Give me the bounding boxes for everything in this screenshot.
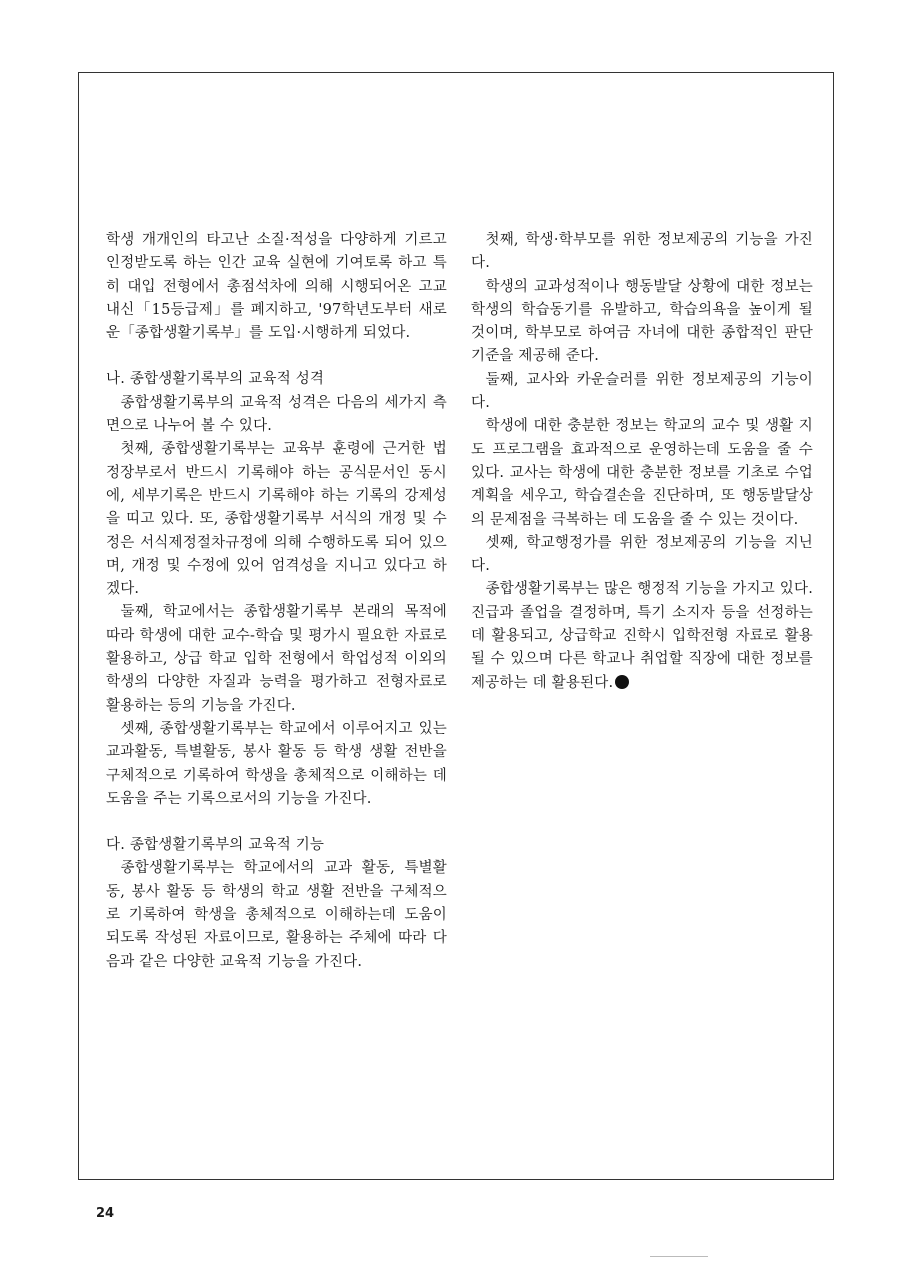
section-heading-na: 나. 종합생활기록부의 교육적 성격: [106, 371, 325, 388]
paragraph: 첫째, 종합생활기록부는 교육부 훈령에 근거한 법정장부로서 반드시 기록해야 하는 공식문서인 동시에, 세부기록은 반드시 기록해야 하는 기록의 강제성을 띠고 있다. 또, 종합생활기록부 서식의 개정 및 수정은 서식제정절차규정에 의해 수행하도록 되어 있으며, 개정 및 수정에 있어 엄격성을 지니고 있다고 하겠다.: [106, 441, 447, 598]
paragraph-last: [471, 578, 813, 694]
right-column: [471, 229, 813, 695]
left-column: [106, 229, 447, 974]
paragraph: 종합생활기록부의 교육적 성격은 다음의 세가지 측면으로 나누어 볼 수 있다.: [106, 394, 447, 435]
page-number: 24: [96, 1206, 115, 1221]
paragraph: 학생의 교과성적이나 행동발달 상황에 대한 정보는 학생의 학습동기를 유발하고, 학습의욕을 높이게 될 것이며, 학부모로 하여금 자녀에 대한 종합적인 판단 기준을 제공해 준다.: [471, 278, 813, 365]
paragraph: 셋째, 학교행정가를 위한 정보제공의 기능을 지닌다.: [471, 534, 813, 575]
paragraph: 둘째, 학교에서는 종합생활기록부 본래의 목적에 따라 학생에 대한 교수-학습 및 평가시 필요한 자료로 활용하고, 상급 학교 입학 전형에서 학업성적 이외의 학생의 다양한 자질과 능력을 평가하고 전형자료로 활용하는 등의 기능을 가진다.: [106, 604, 447, 714]
paragraph-text: 종합생활기록부는 많은 행정적 기능을 가지고 있다. 진급과 졸업을 결정하며, 특기 소지자 등을 선정하는 데 활용되고, 상급학교 진학시 입학전형 자료로 활용될 수 있으며 다른 학교나 취업할 직장에 대한 정보를 제공하는 데 활용된다.: [471, 581, 813, 691]
section-heading-da: 다. 종합생활기록부의 교육적 기능: [106, 837, 325, 854]
scan-mark: [650, 1256, 708, 1257]
paragraph: 셋째, 종합생활기록부는 학교에서 이루어지고 있는 교과활동, 특별활동, 봉사 활동 등 학생 생활 전반을 구체적으로 기록하여 학생을 총체적으로 이해하는 데 도움을 주는 기록으로서의 기능을 가진다.: [106, 720, 447, 807]
paragraph: 학생에 대한 충분한 정보는 학교의 교수 및 생활 지도 프로그램을 효과적으로 운영하는데 도움을 줄 수 있다. 교사는 학생에 대한 충분한 정보를 기초로 수업계획을 세우고, 학습결손을 진단하며, 또 행동발달상의 문제점을 극복하는 데 도움을 줄 수 있는 것이다.: [471, 418, 813, 528]
end-mark-icon: [615, 675, 629, 689]
paragraph: 종합생활기록부는 학교에서의 교과 활동, 특별활동, 봉사 활동 등 학생의 학교 생활 전반을 구체적으로 기록하여 학생을 총체적으로 이해하는데 도움이 되도록 작성된 자료이므로, 활용하는 주체에 따라 다음과 같은 다양한 교육적 기능을 가진다.: [106, 860, 447, 970]
paragraph: 둘째, 교사와 카운슬러를 위한 정보제공의 기능이다.: [471, 371, 813, 412]
paragraph: 학생 개개인의 타고난 소질·적성을 다양하게 기르고 인정받도록 하는 인간 교육 실현에 기여토록 하고 특히 대입 전형에서 총점석차에 의해 시행되어온 고교내신「15등급제」를 폐지하고, '97학년도부터 새로운「종합생활기록부」를 도입·시행하게 되었다.: [106, 232, 447, 342]
paragraph: 첫째, 학생·학부모를 위한 정보제공의 기능을 가진다.: [471, 232, 813, 272]
